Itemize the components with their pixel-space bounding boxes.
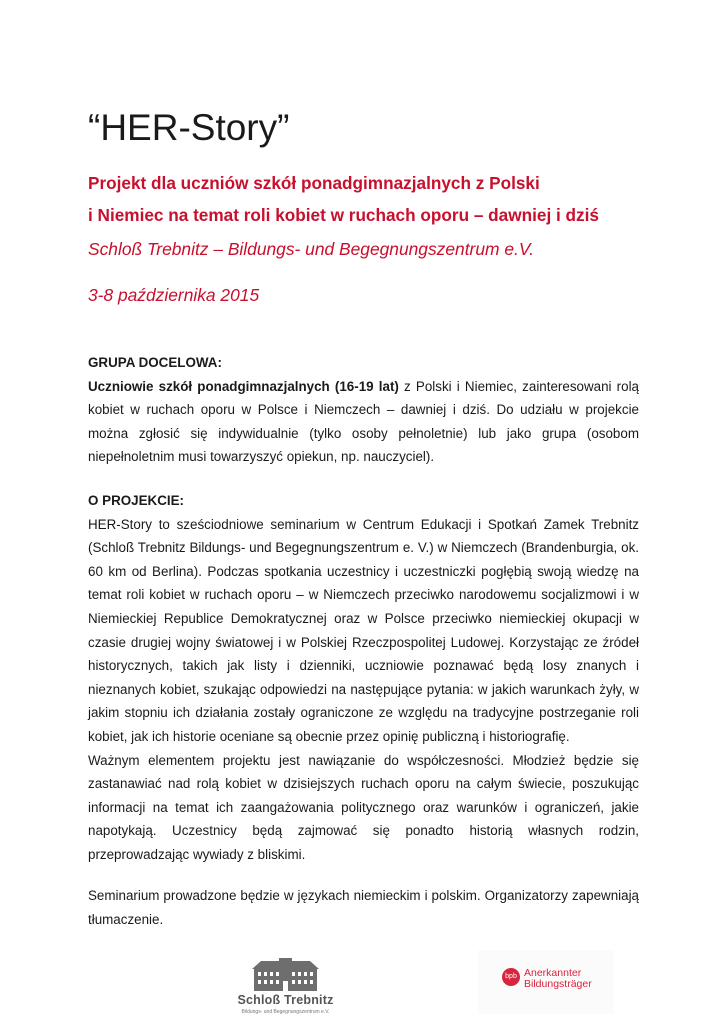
logo-left-subtitle: Bildungs- und Begegnungszentrum e.V.: [241, 1009, 330, 1015]
about-heading: O PROJEKCIE:: [88, 493, 184, 508]
target-group-heading: GRUPA DOCELOWA:: [88, 355, 222, 370]
language-note: Seminarium prowadzone będzie w językach niemieckim i polskim. Organizatorzy zapewniają tłumaczenie.: [88, 888, 639, 927]
bpb-line-2: Bildungsträger: [524, 977, 592, 990]
target-group-body: z Polski i Niemiec, zainteresowani rolą kobiet w ruchach oporu w Polsce i Niemczech – dawniej i dziś. Do udziału w projekcie można zgłosić się indywidualnie (tylko osoby pełnoletnie) lub jako grupa (osobom niepełnoletnim musi towarzyszyć opiekun, np. nauczyciel).: [88, 378, 640, 465]
document-title: “HER-Story”: [88, 107, 290, 148]
schloss-trebnitz-logo: [228, 958, 343, 1018]
about-paragraph-1: HER-Story to sześciodniowe seminarium w Centrum Edukacji i Spotkań Zamek Trebnitz (Schloß Trebnitz Bildungs- und Begegnungszentrum e. V.) w Niemczech (Brandenburgia, ok. 60 km od Berlina). Podczas spotkania uczestnicy i uczestniczki pogłębią swoją wiedzę na temat roli kobiet w ruchach oporu – w Niemczech przeciwko narodowemu socjalizmowi i w Niemieckiej Republice Demokratycznej oraz w Polsce przeciwko niemieckiej okupacji w czasie drugiej wojny światowej i w Polskiej Rzeczpospolitej Ludowej. Korzystając ze źródeł historycznych, takich jak listy i dzienniki, uczniowie poznawać będą losy znanych i nieznanych kobiet, szukając odpowiedzi na następujące pytania: w jakich warunkach żyły, w jakim stopniu ich działania zostały ograniczone ze względu na tradycyjne postrzeganie roli kobiet, jak ich historie oceniane są obecnie przez opinię publiczną i historiografię.: [88, 516, 639, 744]
target-group-bold-lead: Uczniowie szkół ponadgimnazjalnych (16-19 lat): [88, 378, 399, 394]
event-dates: 3-8 października 2015: [88, 285, 260, 305]
castle-icon: [228, 958, 343, 992]
subtitle-line-1: Projekt dla uczniów szkół ponadgimnazjalnych z Polski: [88, 173, 540, 193]
target-group-section: [88, 351, 639, 469]
venue: Schloß Trebnitz – Bildungs- und Begegnungszentrum e.V.: [88, 239, 534, 259]
bpb-line-1: Anerkannter: [524, 967, 582, 979]
bpb-mark-icon: bpb: [502, 968, 520, 986]
bpb-text: [524, 968, 592, 989]
logo-left-name: Schloß Trebnitz: [237, 993, 334, 1007]
about-paragraph-2: Ważnym elementem projektu jest nawiązanie do współczesności. Młodzież będzie się zastanawiać nad rolą kobiet w dzisiejszych ruchach oporu na całym świecie, poszukując informacji na temat ich zaangażowania politycznego oraz warunków i ograniczeń, jakie napotykają. Uczestnicy będą zajmować się ponadto historią własnych rodzin, przeprowadzając wywiady z bliskimi.: [88, 752, 639, 862]
target-group-text: [88, 375, 639, 469]
project-subtitle: [88, 167, 648, 231]
about-section: [88, 489, 639, 867]
subtitle-line-2: i Niemiec na temat roli kobiet w ruchach oporu – dawniej i dziś: [88, 205, 599, 225]
bpb-logo: [478, 950, 614, 1014]
language-section: [88, 884, 639, 931]
